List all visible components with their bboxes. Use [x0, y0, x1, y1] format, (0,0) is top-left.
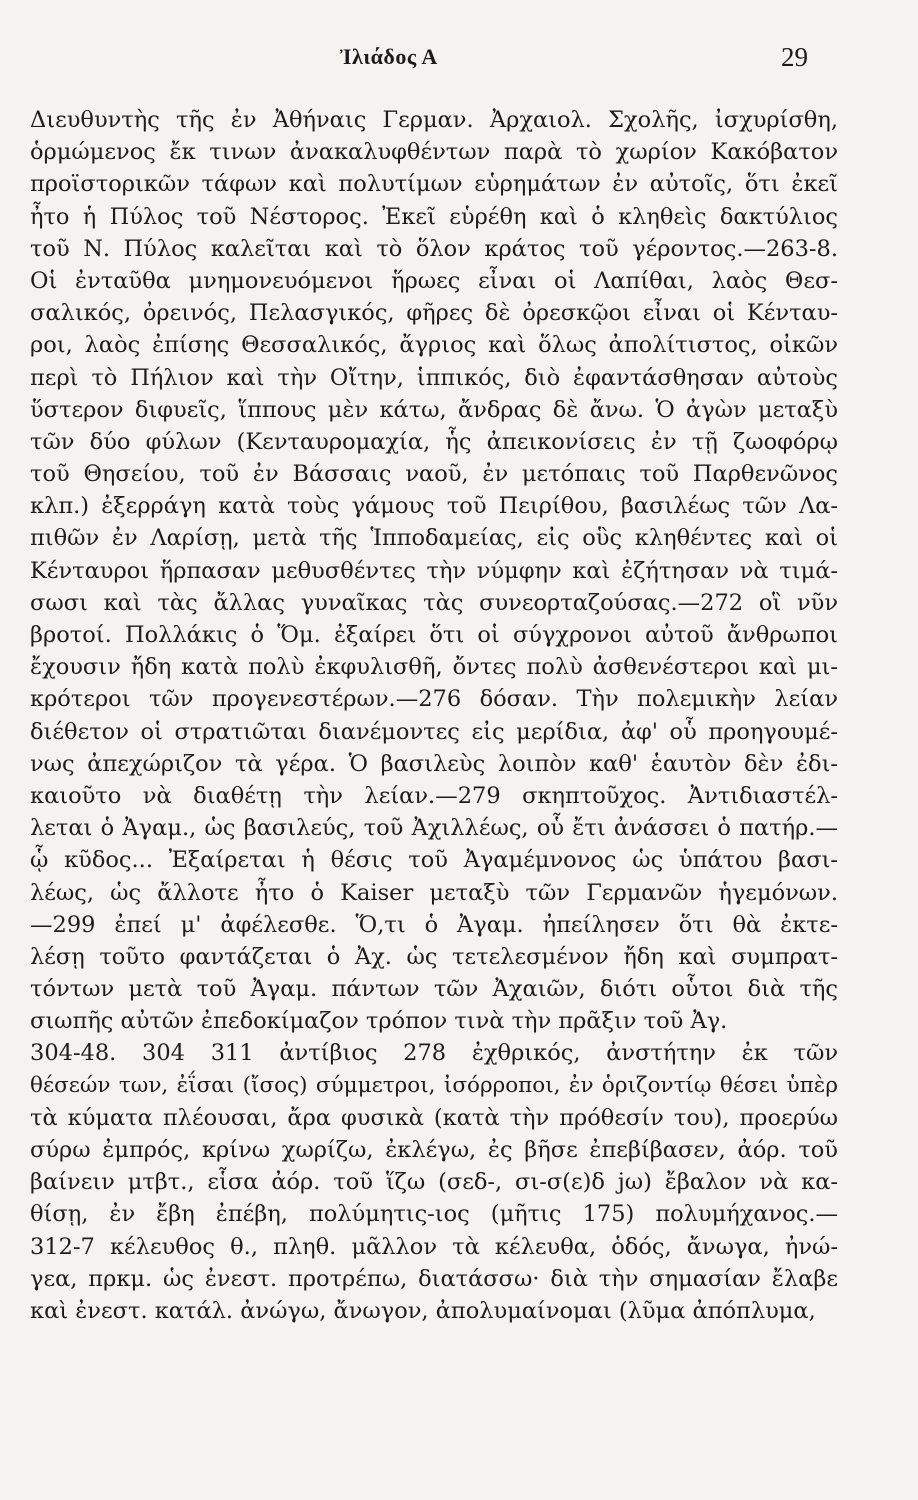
text-line: κλπ.) ἐξερράγη κατὰ τοὺς γάμους τοῦ Πειρίθου, βασιλέως τῶν Λα-: [30, 493, 838, 520]
commentary-text: [30, 104, 838, 1327]
text-line: —299 ἐπεί μ' ἀφέλεσθε. Ὅ,τι ὁ Ἀγαμ. ἠπείλησεν ὅτι θὰ ἐκτε-: [30, 911, 838, 938]
text-line: Κένταυροι ἥρπασαν μεθυσθέντες τὴν νύμφην καὶ ἐζήτησαν νὰ τιμά-: [30, 557, 838, 584]
text-line: λέσῃ τοῦτο φαντάζεται ὁ Ἀχ. ὡς τετελεσμένον ἤδη καὶ συμπρατ-: [30, 943, 838, 970]
text-line: σαλικός, ὀρεινός, Πελασγικός, φῆρες δὲ ὀρεσκῷοι εἶναι οἱ Κένταυ-: [30, 300, 838, 327]
text-line: τοῦ Ν. Πύλος καλεῖται καὶ τὸ ὅλον κράτος τοῦ γέροντος.—263-8.: [30, 235, 838, 262]
text-line: σύρω ἐμπρός, κρίνω χωρίζω, ἐκλέγω, ἐς βῆσε ἐπεβίβασεν, ἀόρ. τοῦ: [30, 1137, 838, 1163]
text-line: βροτοί. Πολλάκις ὁ Ὅμ. ἐξαίρει ὅτι οἱ σύγχρονοι αὐτοῦ ἄνθρωποι: [30, 622, 838, 648]
text-line: προϊστορικῶν τάφων καὶ πολυτίμων εὑρημάτων ἐν αὐτοῖς, ὅτι ἐκεῖ: [30, 171, 838, 198]
page-number: 29: [781, 42, 808, 72]
text-line: θέσεών των, ἐΐσαι (ἴσος) σύμμετροι, ἰσόρροποι, ἐν ὁριζοντίῳ θέσει ὑπὲρ: [30, 1072, 838, 1098]
text-line: τῶν δύο φύλων (Κενταυρομαχία, ἧς ἀπεικονίσεις ἐν τῇ ζωοφόρῳ: [30, 428, 838, 455]
text-line: πιθῶν ἐν Λαρίσῃ, μετὰ τῆς Ἱπποδαμείας, εἰς οὓς κληθέντες καὶ οἱ: [30, 525, 838, 552]
text-line: λεται ὁ Ἀγαμ., ὡς βασιλεύς, τοῦ Ἀχιλλέως, οὗ ἔτι ἀνάσσει ὁ πατήρ.—: [30, 815, 838, 842]
text-line: 312-7 κέλευθος θ., πληθ. μᾶλλον τὰ κέλευθα, ὁδός, ἄνωγα, ἠνώ-: [30, 1233, 838, 1260]
text-line: σωσι καὶ τὰς ἄλλας γυναῖκας τὰς συνεορταζούσας.—272 οἳ νῦν: [30, 589, 838, 616]
text-line: καὶ ἐνεστ. κατάλ. ἀνώγω, ἄνωγον, ἀπολυμαίνομαι (λῦμα ἀπόπλυμα,: [30, 1297, 816, 1324]
text-line: τὰ κύματα πλέουσαι, ἄρα φυσικὰ (κατὰ τὴν πρόθεσίν του), προερύω: [30, 1104, 838, 1131]
text-line: σιωπῆς αὐτῶν ἐπεδοκίμαζον τρόπον τινὰ τὴν πρᾶξιν τοῦ Ἀγ.: [30, 1008, 728, 1035]
text-line: ἔχουσιν ἤδη κατὰ πολὺ ἐκφυλισθῆ, ὄντες πολὺ ἀσθενέστεροι καὶ μι-: [30, 654, 838, 681]
text-line: λέως, ὡς ἄλλοτε ἦτο ὁ Kaiser μεταξὺ τῶν Γερμανῶν ἡγεμόνων.: [30, 879, 838, 906]
text-line: ᾧ κῦδος... Ἐξαίρεται ἡ θέσις τοῦ Ἀγαμέμνονος ὡς ὑπάτου βασι-: [30, 847, 838, 874]
text-line: ὁρμώμενος ἔκ τινων ἀνακαλυφθέντων παρὰ τὸ χωρίον Κακόβατον: [30, 139, 838, 166]
text-line: περὶ τὸ Πήλιον καὶ τὴν Οἴτην, ἱππικός, διὸ ἐφαντάσθησαν αὐτοὺς: [30, 364, 838, 391]
text-line: τόντων μετὰ τοῦ Ἀγαμ. πάντων τῶν Ἀχαιῶν, διότι οὗτοι διὰ τῆς: [30, 976, 838, 1003]
running-head: Ἰλιάδος Α: [340, 44, 438, 69]
text-line: Διευθυντὴς τῆς ἐν Ἀθήναις Γερμαν. Ἀρχαιολ. Σχολῆς, ἰσχυρίσθη,: [30, 107, 838, 133]
page-header: [0, 44, 918, 76]
text-line: τοῦ Θησείου, τοῦ ἐν Βάσσαις ναοῦ, ἐν μετόπαις τοῦ Παρθενῶνος: [30, 461, 838, 488]
text-line: ὕστερον διφυεῖς, ἵππους μὲν κάτω, ἄνδρας δὲ ἄνω. Ὁ ἀγὼν μεταξὺ: [30, 396, 838, 423]
text-line: διέθετον οἱ στρατιῶται διανέμοντες εἰς μερίδια, ἀφ' οὗ προηγουμέ-: [30, 718, 838, 745]
text-line: ροι, λαὸς ἐπίσης Θεσσαλικός, ἄγριος καὶ ὅλως ἀπολίτιστος, οἰκῶν: [30, 332, 838, 359]
text-line: βαίνειν μτβτ., εἷσα ἀόρ. τοῦ ἵζω (σεδ-, σι-σ(ε)δ jω) ἔβαλον νὰ κα-: [30, 1169, 838, 1196]
section-heading-line: 304-48. 304 311 ἀντίβιος 278 ἐχθρικός, ἀνστήτην ἐκ τῶν: [30, 1040, 838, 1067]
text-line: νως ἀπεχώριζον τὰ γέρα. Ὁ βασιλεὺς λοιπὸν καθ' ἑαυτὸν δὲν ἐδι-: [30, 750, 838, 777]
text-line: κρότεροι τῶν προγενεστέρων.—276 δόσαν. Τὴν πολεμικὴν λείαν: [30, 686, 838, 713]
text-line: ἦτο ἡ Πύλος τοῦ Νέστορος. Ἐκεῖ εὑρέθη καὶ ὁ κληθεὶς δακτύλιος: [30, 203, 838, 230]
text-line: καιοῦτο νὰ διαθέτῃ τὴν λείαν.—279 σκηπτοῦχος. Ἀντιδιαστέλ-: [30, 782, 838, 809]
text-line: Οἱ ἐνταῦθα μνημονευόμενοι ἥρωες εἶναι οἱ Λαπίθαι, λαὸς Θεσ-: [30, 267, 838, 294]
text-line: θίσῃ, ἐν ἔβη ἐπέβη, πολύμητις-ιος (μῆτις 175) πολυμήχανος.—: [30, 1201, 838, 1228]
text-line: γεα, πρκμ. ὡς ἐνεστ. προτρέπω, διατάσσω· διὰ τὴν σημασίαν ἔλαβε: [30, 1265, 838, 1292]
